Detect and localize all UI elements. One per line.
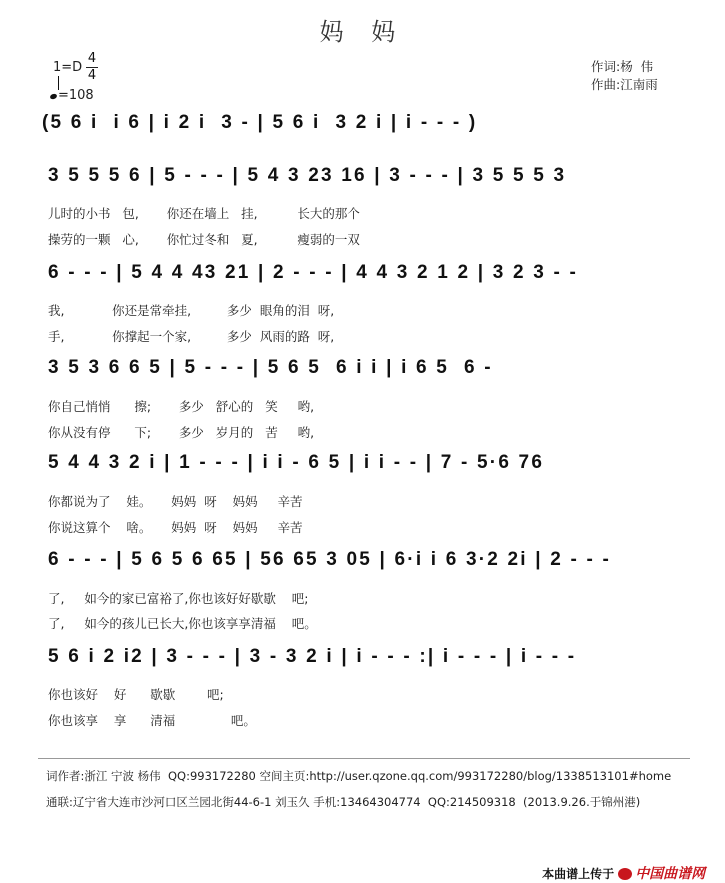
time-sig-top: 4 (87, 51, 97, 66)
contact-info: 通联:辽宁省大连市沙河口区兰园北街44-6-1 刘玉久 手机:13464304774 QQ:214509318 (2013.9.26.于锦州港) (46, 795, 641, 809)
lyric-line-6-verse-2: 了, 如今的孩儿已长大,你也该享享清福 吧。 (48, 616, 317, 631)
tempo-value: =108 (58, 88, 94, 103)
lyric-line-2-verse-2: 操劳的一颗 心, 你忙过冬和 夏, 瘦弱的一双 (48, 232, 360, 247)
lyric-line-4-verse-1: 你自己悄悄 擦; 多少 舒心的 笑 哟, (48, 399, 315, 414)
author-info: 词作者:浙江 宁波 杨伟 QQ:993172280 空间主页:http://user.qzone.qq.com/993172280/blog/1338513101#home (46, 769, 672, 783)
time-signature (86, 52, 98, 83)
score-line-4: 3 5 3 6 6 5 | 5 - - - | 5 6 5 6 i i | i 6 5 6 - (48, 357, 493, 378)
key-signature: 1=D (53, 60, 83, 75)
lyric-line-5-verse-2: 你说这算个 啥。 妈妈 呀 妈妈 辛苦 (48, 520, 303, 535)
time-sig-bottom: 4 (87, 68, 97, 83)
footer-divider (38, 758, 690, 759)
lyric-line-4-verse-2: 你从没有停 下; 多少 岁月的 苦 哟, (48, 425, 315, 440)
lyric-line-3-verse-1: 我, 你还是常牵挂, 多少 眼角的泪 呀, (48, 303, 335, 318)
tempo-marking (50, 88, 94, 103)
lyric-line-6-verse-1: 了, 如今的家已富裕了,你也该好好歇歇 吧; (48, 591, 309, 606)
score-line-6: 6 - - - | 5 6 5 6 65 | 56 65 3 05 | 6·i i 6 3·2 2i | 2 - - - (48, 549, 612, 570)
score-line-2: 3 5 5 5 6 | 5 - - - | 5 4 3 23 16 | 3 - - - | 3 5 5 5 3 (48, 165, 567, 186)
lyricist-credit: 作词:杨 伟 (591, 59, 654, 74)
lyric-line-3-verse-2: 手, 你撑起一个家, 多少 风雨的路 呀, (48, 329, 335, 344)
lyric-line-2-verse-1: 儿时的小书 包, 你还在墙上 挂, 长大的那个 (48, 206, 360, 221)
lyric-line-7-verse-1: 你也该好 好 歇歇 吧; (48, 687, 224, 702)
site-name: 中国曲谱网 (635, 866, 706, 882)
lyric-line-5-verse-1: 你都说为了 娃。 妈妈 呀 妈妈 辛苦 (48, 494, 303, 509)
upload-label: 本曲谱上传于 (542, 867, 615, 881)
score-line-7: 5 6 i 2 i2 | 3 - - - | 3 - 3 2 i | i - - - :| i - - - | i - - - (48, 646, 577, 667)
lyric-line-7-verse-2: 你也该享 享 清福 吧。 (48, 713, 256, 728)
score-line-5: 5 4 4 3 2 i | 1 - - - | i i - 6 5 | i i - - | 7 - 5·6 76 (48, 452, 545, 473)
score-line-3: 6 - - - | 5 4 4 43 21 | 2 - - - | 4 4 3 2 1 2 | 3 2 3 - - (48, 262, 579, 283)
quarter-note-icon (49, 93, 57, 100)
song-title: 妈 妈 (319, 18, 406, 46)
upload-credit (532, 844, 705, 883)
composer-credit: 作曲:江南雨 (591, 77, 658, 92)
score-line-1: (5 6 i i 6 | i 2 i 3 - | 5 6 i 3 2 i | i - - - ) (42, 112, 478, 133)
site-logo-icon (618, 868, 632, 880)
